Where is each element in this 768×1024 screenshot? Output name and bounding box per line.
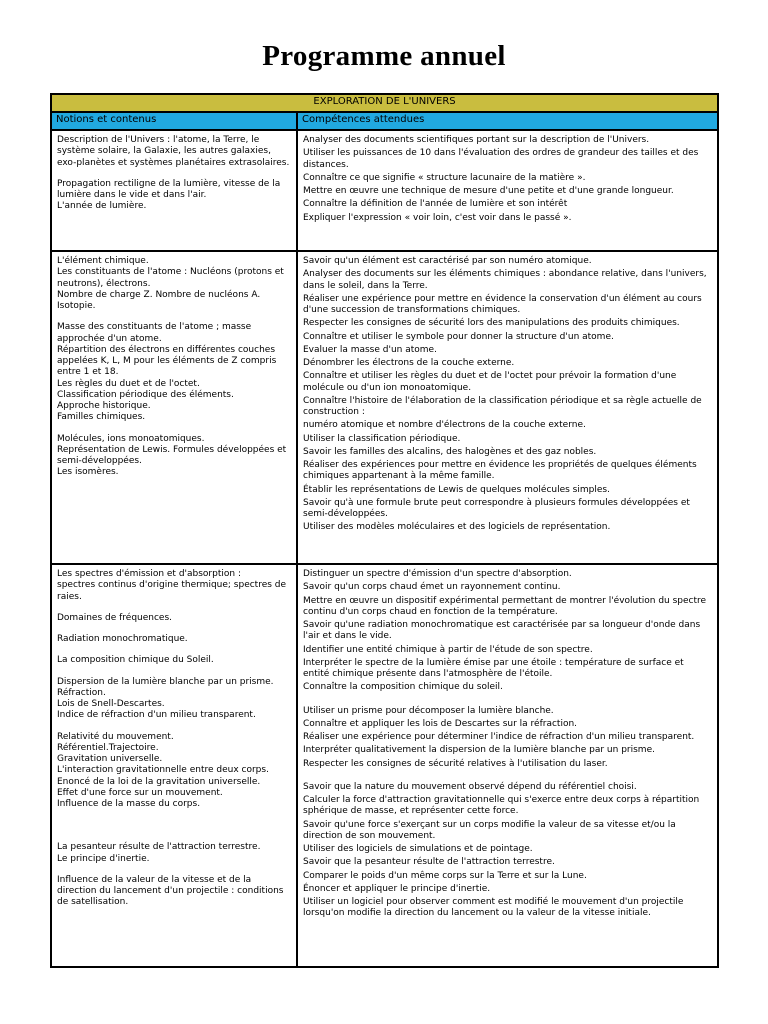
spacer <box>57 667 291 677</box>
competence-item: Connaître et appliquer les lois de Descartes sur la réfraction. <box>303 718 578 729</box>
notion-item: Familles chimiques. <box>57 412 146 423</box>
spacer <box>57 810 291 820</box>
notion-item: L'interaction gravitationnelle entre deux corps. <box>57 765 269 776</box>
competence-item: Connaître la composition chimique du soleil. <box>303 682 503 693</box>
competence-item: Réaliser une expérience pour mettre en évidence la conservation d'un élément au cours d'une succession de transformations chimiques. <box>303 293 702 315</box>
notion-item: L'élément chimique. <box>57 256 149 266</box>
competence-item: Interpréter qualitativement la dispersion de la lumière blanche par un prisme. <box>303 745 655 756</box>
notion-item: Masse des constituants de l'atome ; masse approchée d'un atome. <box>57 322 252 344</box>
notion-item: Isotopie. <box>57 301 96 311</box>
section-header-row <box>51 94 718 112</box>
program-table <box>50 93 719 968</box>
spacer <box>57 722 291 732</box>
notion-item: Influence de la masse du corps. <box>57 799 201 809</box>
notion-item: Indice de réfraction d'un milieu transparent. <box>57 710 256 721</box>
competence-item: Savoir les familles des alcalins, des halogènes et des gaz nobles. <box>303 446 597 457</box>
table-row <box>51 130 718 251</box>
spacer <box>57 169 291 179</box>
spacer <box>57 865 291 875</box>
competence-item: Établir les représentations de Lewis de quelques molécules simples. <box>303 484 610 495</box>
notion-item: Le principe d'inertie. <box>57 853 150 864</box>
competence-item: Connaître ce que signifie « structure lacunaire de la matière ». <box>303 172 586 183</box>
notion-item: Description de l'Univers : l'atome, la Terre, le système solaire, la Galaxie, les autres galaxies, exo-planètes et systèmes planétaires extrasolaires. <box>57 135 290 168</box>
competence-item: Réaliser une expérience pour déterminer l'indice de réfraction d'un milieu transparent. <box>303 732 695 742</box>
competence-item: Respecter les consignes de sécurité lors des manipulations des produits chimiques. <box>303 318 680 329</box>
competence-item: Respecter les consignes de sécurité relatives à l'utilisation du laser. <box>303 758 608 769</box>
competence-item: Expliquer l'expression « voir loin, c'est voir dans le passé ». <box>303 212 572 223</box>
spacer <box>57 820 291 842</box>
competence-item: numéro atomique et nombre d'électrons de la couche externe. <box>303 420 586 431</box>
table-row <box>51 564 718 967</box>
notion-item: Relativité du mouvement. <box>57 731 174 742</box>
competence-item: Savoir que la nature du mouvement observé dépend du référentiel choisi. <box>303 781 637 792</box>
notion-item: Nombre de charge Z. Nombre de nucléons A. <box>57 289 261 300</box>
notion-item: Gravitation universelle. <box>57 754 163 764</box>
competence-item: Analyser des documents scientifiques portant sur la description de l'Univers. <box>303 135 650 145</box>
notion-item: Influence de la valeur de la vitesse et de la direction du lancement d'un projectile : conditions de satellisation. <box>57 874 284 908</box>
table-row <box>51 251 718 564</box>
competence-item: Savoir que la pesanteur résulte de l'attraction terrestre. <box>303 857 555 868</box>
notion-item: Représentation de Lewis. Formules développées et semi-développées. <box>57 444 287 466</box>
competence-item: Utiliser des modèles moléculaires et des logiciels de représentation. <box>303 522 611 533</box>
competence-item: Utiliser un prisme pour décomposer la lumière blanche. <box>303 705 554 716</box>
competence-item: Connaître et utiliser les règles du duet et de l'octet pour prévoir la formation d'une molécule ou d'un ion monoatomique. <box>303 371 677 393</box>
notion-item: Enoncé de la loi de la gravitation universelle. <box>57 776 261 787</box>
notion-item: Les règles du duet et de l'octet. <box>57 378 200 389</box>
notion-item: Effet d'une force sur un mouvement. <box>57 787 223 798</box>
competence-item: Savoir qu'une radiation monochromatique est caractérisée par sa longueur d'onde dans l'air et dans le vide. <box>303 620 701 642</box>
competence-item: Utiliser des logiciels de simulations et de pointage. <box>303 844 533 854</box>
competence-item: Utiliser les puissances de 10 dans l'évaluation des ordres de grandeur des tailles et des distances. <box>303 148 699 170</box>
competence-item: Savoir qu'un élément est caractérisé par son numéro atomique. <box>303 256 592 266</box>
column-header-notions: Notions et contenus <box>51 112 297 130</box>
competence-item: Evaluer la masse d'un atome. <box>303 344 437 355</box>
competences-cell <box>297 130 718 251</box>
notion-item: Lois de Snell-Descartes. <box>57 699 165 709</box>
competence-item: Réaliser des expériences pour mettre en évidence les propriétés de quelques éléments chimiques appartenant à la même famille. <box>303 460 697 482</box>
competence-item: Savoir qu'un corps chaud émet un rayonnement continu. <box>303 582 561 593</box>
competence-item: Dénombrer les électrons de la couche externe. <box>303 358 515 368</box>
notion-item: Réfraction. <box>57 687 106 698</box>
notion-item: Dispersion de la lumière blanche par un prisme. <box>57 676 274 687</box>
competences-cell <box>297 251 718 564</box>
section-title: EXPLORATION DE L'UNIVERS <box>51 94 718 112</box>
competence-item: Utiliser un logiciel pour observer comment est modifié le mouvement d'un projectile lorsqu'on modifie la direction du lancement ou la valeur de la vitesse initiale. <box>303 897 684 919</box>
page-title: Programme annuel <box>262 40 506 72</box>
column-header-competences: Compétences attendues <box>297 112 718 130</box>
competence-item: Connaître l'histoire de l'élaboration de la classification périodique et sa règle actuelle de construction : <box>303 395 702 417</box>
notion-item: Répartition des électrons en différentes couches appelées K, L, M pour les éléments de Z compris entre 1 et 18. <box>57 344 277 378</box>
notions-cell <box>51 564 297 967</box>
competences-cell <box>297 564 718 967</box>
notion-item: Les isomères. <box>57 467 119 478</box>
competence-item: Savoir qu'à une formule brute peut correspondre à plusieurs formules développées et semi-développées. <box>303 497 690 519</box>
notion-item: Molécules, ions monoatomiques. <box>57 433 205 444</box>
spacer <box>57 424 291 434</box>
competence-item: Calculer la force d'attraction gravitationnelle qui s'exerce entre deux corps à répartition sphérique de masse, et représenter cette force. <box>303 795 700 817</box>
notion-item: Radiation monochromatique. <box>57 634 188 644</box>
notions-cell <box>51 251 297 564</box>
competence-item: Identifier une entité chimique à partir de l'étude de son spectre. <box>303 644 593 655</box>
notion-item: Approche historique. <box>57 401 151 411</box>
notions-cell <box>51 130 297 251</box>
notion-item: Propagation rectiligne de la lumière, vitesse de la lumière dans le vide et dans l'air. <box>57 178 281 200</box>
spacer <box>57 645 291 655</box>
spacer <box>303 772 712 782</box>
competence-item: Comparer le poids d'un même corps sur la Terre et sur la Lune. <box>303 870 587 881</box>
notion-item: Domaines de fréquences. <box>57 612 173 623</box>
spacer <box>303 696 712 706</box>
competence-item: Mettre en œuvre une technique de mesure d'une petite et d'une grande longueur. <box>303 186 674 196</box>
spacer <box>57 603 291 613</box>
spacer <box>57 312 291 322</box>
competence-item: Savoir qu'une force s'exerçant sur un corps modifie la valeur de sa vitesse et/ou la direction de son mouvement. <box>303 819 676 841</box>
competence-item: Mettre en œuvre un dispositif expérimental permettant de montrer l'évolution du spectre continu d'un corps chaud en fonction de la température. <box>303 595 707 617</box>
competence-item: Analyser des documents sur les éléments chimiques : abondance relative, dans l'univers, dans le soleil, dans la Terre. <box>303 269 707 291</box>
competence-item: Utiliser la classification périodique. <box>303 433 461 444</box>
notion-item: spectres continus d'origine thermique; spectres de raies. <box>57 580 287 602</box>
notion-item: L'année de lumière. <box>57 201 147 212</box>
notion-item: La composition chimique du Soleil. <box>57 655 214 666</box>
notion-item: Classification périodique des éléments. <box>57 389 234 400</box>
competence-item: Énoncer et appliquer le principe d'inertie. <box>303 883 491 894</box>
notion-item: La pesanteur résulte de l'attraction terrestre. <box>57 842 261 853</box>
notion-item: Les constituants de l'atome : Nucléons (protons et neutrons), électrons. <box>57 267 284 289</box>
competence-item: Distinguer un spectre d'émission d'un spectre d'absorption. <box>303 569 572 579</box>
column-header-row <box>51 112 718 130</box>
spacer <box>57 624 291 634</box>
competence-item: Connaître la définition de l'année de lumière et son intérêt <box>303 199 568 210</box>
notion-item: Référentiel.Trajectoire. <box>57 742 159 753</box>
competence-item: Connaître et utiliser le symbole pour donner la structure d'un atome. <box>303 331 614 342</box>
notion-item: Les spectres d'émission et d'absorption : <box>57 569 241 579</box>
competence-item: Interpréter le spectre de la lumière émise par une étoile : température de surface et entité chimique présente dans l'atmosphère de l'étoile. <box>303 657 684 679</box>
